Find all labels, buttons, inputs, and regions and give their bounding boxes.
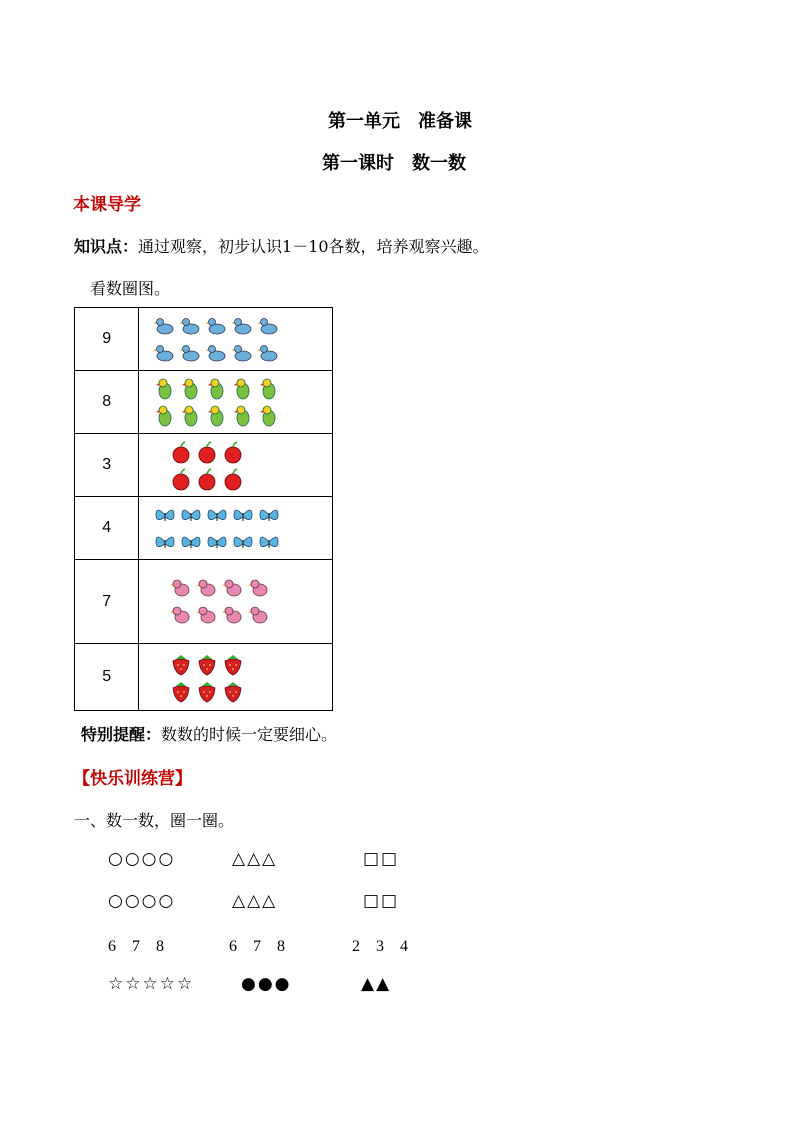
knowledge-text: 通过观察，初步认识1－10各数，培养观察兴趣。 [138,237,489,256]
apple-icon [195,440,219,464]
parrot-icon [153,377,177,401]
knowledge-point [74,234,489,257]
parrot-icon [153,404,177,428]
answer-choices-3[interactable]: 2 3 4 [352,938,409,955]
instruction-text: 看数圈图。 [90,279,171,298]
filled-triangles-group: ▲▲ [361,974,392,994]
circles-group-2: ○○○○ [108,891,176,911]
duck-icon [257,314,281,338]
count-row [75,560,333,644]
chick-icon [195,576,219,600]
count-pictures [139,644,333,711]
apple-icon [221,440,245,464]
parrot-icon [179,404,203,428]
duck-icon [179,341,203,365]
count-row [75,371,333,434]
reminder-text: 数数的时候一定要细心。 [161,725,338,744]
chick-icon [247,576,271,600]
count-row [75,644,333,711]
strawberry-icon [221,652,245,676]
lesson-title: 第一课时 数一数 [322,153,466,174]
count-number: 7 [75,560,139,644]
duck-icon [205,314,229,338]
count-number: 5 [75,644,139,711]
butterfly-icon [205,503,229,527]
count-row [75,497,333,560]
butterfly-icon [257,530,281,554]
duck-icon [231,314,255,338]
chick-icon [169,576,193,600]
dots-group: ●●● [241,974,292,994]
count-pictures [139,560,333,644]
chick-icon [221,576,245,600]
strawberry-icon [169,679,193,703]
parrot-icon [205,377,229,401]
apple-icon [169,440,193,464]
practice-heading: 【快乐训练营】 [73,769,192,789]
duck-icon [153,341,177,365]
duck-icon [231,341,255,365]
apple-icon [221,467,245,491]
circles-group-1: ○○○○ [108,849,176,869]
chick-icon [221,603,245,627]
count-number: 3 [75,434,139,497]
parrot-icon [231,404,255,428]
parrot-icon [205,404,229,428]
butterfly-icon [231,503,255,527]
butterfly-icon [231,530,255,554]
count-number: 9 [75,308,139,371]
guide-heading: 本课导学 [73,195,141,215]
squares-group-1: □□ [363,849,400,869]
butterfly-icon [153,530,177,554]
practice-question: 一、数一数，圈一圈。 [74,811,235,830]
duck-icon [179,314,203,338]
count-number: 4 [75,497,139,560]
unit-title: 第一单元 准备课 [328,111,472,132]
butterfly-icon [153,503,177,527]
strawberry-icon [195,679,219,703]
butterfly-icon [205,530,229,554]
stars-group: ☆☆☆☆☆ [108,974,195,994]
count-row [75,308,333,371]
answer-choices-2[interactable]: 6 7 8 [229,938,286,955]
reminder [81,722,337,745]
parrot-icon [257,404,281,428]
count-pictures [139,308,333,371]
strawberry-icon [221,679,245,703]
chick-icon [247,603,271,627]
butterfly-icon [179,503,203,527]
parrot-icon [231,377,255,401]
knowledge-label: 知识点： [74,237,139,256]
count-pictures [139,497,333,560]
triangles-group-1: △△△ [232,849,278,869]
duck-icon [153,314,177,338]
chick-icon [195,603,219,627]
count-table [74,307,333,711]
answer-choices-1[interactable]: 6 7 8 [108,938,165,955]
butterfly-icon [179,530,203,554]
strawberry-icon [169,652,193,676]
apple-icon [169,467,193,491]
count-pictures [139,434,333,497]
butterfly-icon [257,503,281,527]
duck-icon [205,341,229,365]
duck-icon [257,341,281,365]
parrot-icon [179,377,203,401]
count-row [75,434,333,497]
count-number: 8 [75,371,139,434]
strawberry-icon [195,652,219,676]
reminder-label: 特别提醒： [81,725,162,744]
count-pictures [139,371,333,434]
parrot-icon [257,377,281,401]
triangles-group-2: △△△ [232,891,278,911]
apple-icon [195,467,219,491]
squares-group-2: □□ [363,891,400,911]
chick-icon [169,603,193,627]
